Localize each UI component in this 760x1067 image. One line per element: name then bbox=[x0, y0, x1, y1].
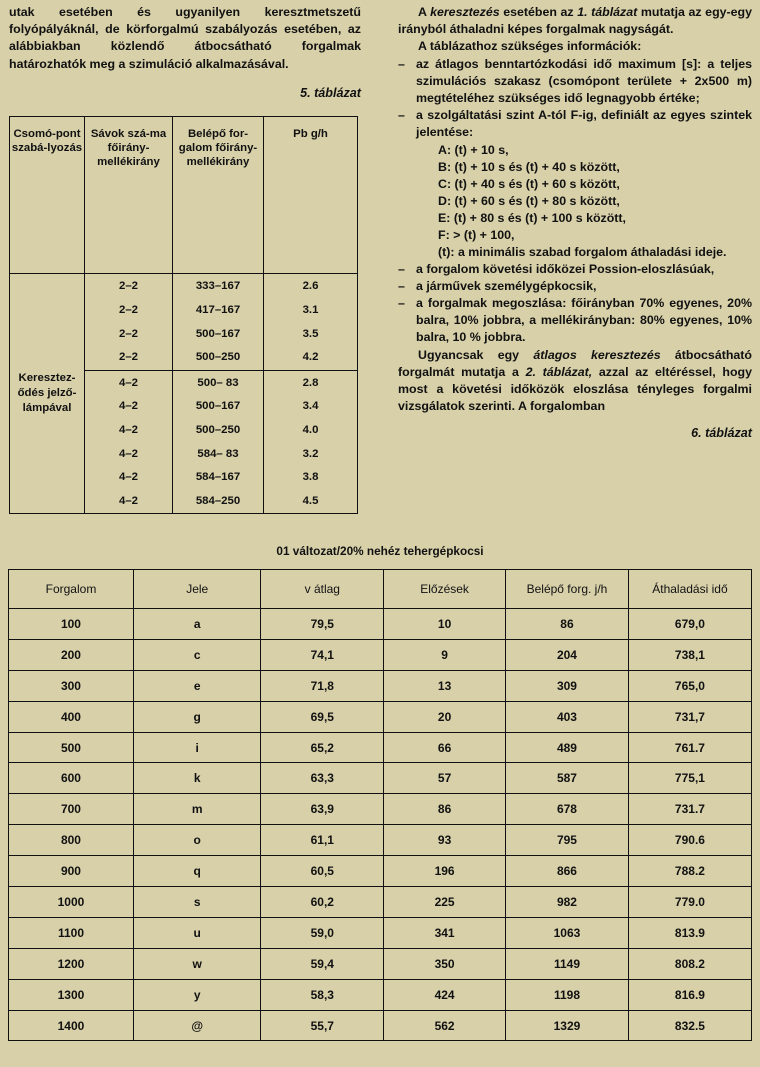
service-level-line: C: (t) + 40 s és (t) + 60 s között, bbox=[438, 176, 620, 191]
table-cell: 800 bbox=[9, 825, 134, 856]
table-cell: 790.6 bbox=[628, 825, 751, 856]
table-cell: 341 bbox=[384, 917, 506, 948]
table-cell: 20 bbox=[384, 701, 506, 732]
table-cell: 400 bbox=[9, 701, 134, 732]
table-row bbox=[9, 917, 752, 948]
right-column bbox=[398, 4, 752, 443]
table-cell: 500–167 bbox=[173, 395, 264, 419]
table-cell: 678 bbox=[506, 794, 629, 825]
table-cell: 2.6 bbox=[264, 274, 358, 299]
table-cell: 4–2 bbox=[85, 489, 173, 514]
table-cell: 57 bbox=[384, 763, 506, 794]
table-cell: e bbox=[133, 670, 261, 701]
table-cell: 63,3 bbox=[261, 763, 384, 794]
table-cell: 600 bbox=[9, 763, 134, 794]
table-cell: 63,9 bbox=[261, 794, 384, 825]
table-cell: 982 bbox=[506, 887, 629, 918]
table-row bbox=[9, 887, 752, 918]
t5-group-label: Keresztez-ődés jelző-lámpával bbox=[10, 274, 85, 514]
table-cell: @ bbox=[133, 1010, 261, 1041]
t6-header: Áthaladási idő bbox=[628, 570, 751, 609]
table-cell: 816.9 bbox=[628, 979, 751, 1010]
list-item: – a forgalom követési időközei Possion-eloszlásúak, bbox=[398, 261, 752, 278]
table-cell: 866 bbox=[506, 856, 629, 887]
table-cell: u bbox=[133, 917, 261, 948]
table-cell: 731.7 bbox=[628, 794, 751, 825]
table-cell: 65,2 bbox=[261, 732, 384, 763]
table-cell: a bbox=[133, 609, 261, 640]
table-cell: 700 bbox=[9, 794, 134, 825]
t6-header: Előzések bbox=[384, 570, 506, 609]
table-cell: 3.5 bbox=[264, 322, 358, 346]
table-cell: 300 bbox=[9, 670, 134, 701]
table-cell: 779.0 bbox=[628, 887, 751, 918]
table-cell: 225 bbox=[384, 887, 506, 918]
table-cell: 69,5 bbox=[261, 701, 384, 732]
table-cell: 2–2 bbox=[85, 274, 173, 299]
table-cell: 584– 83 bbox=[173, 442, 264, 466]
table-cell: 55,7 bbox=[261, 1010, 384, 1041]
table-cell: 500–250 bbox=[173, 418, 264, 442]
table-cell: m bbox=[133, 794, 261, 825]
table5-caption: 5. táblázat bbox=[300, 85, 361, 100]
table-cell: 417–167 bbox=[173, 298, 264, 322]
table-row bbox=[9, 948, 752, 979]
table-row bbox=[9, 639, 752, 670]
table-cell: 196 bbox=[384, 856, 506, 887]
table-cell: 4–2 bbox=[85, 418, 173, 442]
table-cell: 66 bbox=[384, 732, 506, 763]
t6-header: v átlag bbox=[261, 570, 384, 609]
table-cell: 738,1 bbox=[628, 639, 751, 670]
table-cell: 765,0 bbox=[628, 670, 751, 701]
t6-header: Jele bbox=[133, 570, 261, 609]
table-cell: y bbox=[133, 979, 261, 1010]
table-cell: 4.0 bbox=[264, 418, 358, 442]
table-cell: 3.8 bbox=[264, 465, 358, 489]
table-cell: o bbox=[133, 825, 261, 856]
table-cell: 86 bbox=[384, 794, 506, 825]
table-cell: 79,5 bbox=[261, 609, 384, 640]
list-item: – a forgalmak megoszlása: főirányban 70% egyenes, 20% balra, 10% jobbra, a mellékirányban: 80% egyenes, 10% balra, 10 % jobbra. bbox=[398, 295, 752, 347]
table-row bbox=[9, 979, 752, 1010]
table-cell: 808.2 bbox=[628, 948, 751, 979]
table-row bbox=[9, 825, 752, 856]
table-cell: 500 bbox=[9, 732, 134, 763]
table-cell: 584–250 bbox=[173, 489, 264, 514]
table-cell: 500–167 bbox=[173, 322, 264, 346]
table-cell: 1063 bbox=[506, 917, 629, 948]
table-cell: 424 bbox=[384, 979, 506, 1010]
list-item: – a szolgáltatási szint A-tól F-ig, definiált az egyes szintek jelentése: A: (t) + 10 s, B: (t) + 10 s és (t) + 40 s között, C: (t) + 40 s és (t) + 60 s között, D: (t) + 60 s és (t) + 80 s között, E: (t) + 80 s és (t) + 100 s között, F: > (t) + 100, (t): a minimális szabad forgalom áthaladási ideje. bbox=[398, 107, 752, 260]
table-row bbox=[9, 1010, 752, 1041]
table-cell: 731,7 bbox=[628, 701, 751, 732]
table-row bbox=[9, 701, 752, 732]
table-cell: 679,0 bbox=[628, 609, 751, 640]
table-cell: 3.1 bbox=[264, 298, 358, 322]
table-cell: 489 bbox=[506, 732, 629, 763]
table-cell: 775,1 bbox=[628, 763, 751, 794]
table-cell: 60,2 bbox=[261, 887, 384, 918]
right-paragraph-1: A keresztezés esetében az 1. táblázat mutatja az egy-egy irányból áthaladni képes forgalmak nagyságát. bbox=[398, 5, 753, 37]
right-paragraph-2: A táblázathoz szükséges információk: bbox=[418, 39, 642, 54]
table-cell: 93 bbox=[384, 825, 506, 856]
table-cell: 13 bbox=[384, 670, 506, 701]
table-cell: 795 bbox=[506, 825, 629, 856]
table6-title: 01 változat/20% nehéz tehergépkocsi bbox=[276, 544, 484, 558]
table-cell: 10 bbox=[384, 609, 506, 640]
table-cell: 813.9 bbox=[628, 917, 751, 948]
table-5 bbox=[9, 116, 358, 514]
t5-header: Sávok szá-ma főirány-mellékirány bbox=[85, 117, 173, 274]
service-level-line: B: (t) + 10 s és (t) + 40 s között, bbox=[438, 159, 620, 174]
table-cell: 59,0 bbox=[261, 917, 384, 948]
table-row bbox=[9, 856, 752, 887]
service-level-line: E: (t) + 80 s és (t) + 100 s között, bbox=[438, 210, 626, 225]
table-cell: 403 bbox=[506, 701, 629, 732]
table-cell: 74,1 bbox=[261, 639, 384, 670]
table-cell: 562 bbox=[384, 1010, 506, 1041]
table-cell: 761.7 bbox=[628, 732, 751, 763]
table-cell: 587 bbox=[506, 763, 629, 794]
table-cell: s bbox=[133, 887, 261, 918]
table-cell: 59,4 bbox=[261, 948, 384, 979]
table-cell: 333–167 bbox=[173, 274, 264, 299]
table-row bbox=[9, 732, 752, 763]
t5-header: Csomó-pont szabá-lyozás bbox=[10, 117, 85, 274]
table-cell: 204 bbox=[506, 639, 629, 670]
table-cell: 9 bbox=[384, 639, 506, 670]
table-cell: 900 bbox=[9, 856, 134, 887]
table-cell: 60,5 bbox=[261, 856, 384, 887]
table-cell: 61,1 bbox=[261, 825, 384, 856]
table-cell: 1149 bbox=[506, 948, 629, 979]
table-cell: i bbox=[133, 732, 261, 763]
table-cell: 4–2 bbox=[85, 395, 173, 419]
table-cell: 1198 bbox=[506, 979, 629, 1010]
service-level-line: D: (t) + 60 s és (t) + 80 s között, bbox=[438, 193, 620, 208]
table-cell: 4–2 bbox=[85, 442, 173, 466]
table-row bbox=[9, 794, 752, 825]
t6-header: Forgalom bbox=[9, 570, 134, 609]
table-cell: 309 bbox=[506, 670, 629, 701]
service-level-line: A: (t) + 10 s, bbox=[438, 142, 509, 157]
table-cell: 3.4 bbox=[264, 395, 358, 419]
service-level-line: (t): a minimális szabad forgalom áthaladási ideje. bbox=[438, 244, 727, 259]
table-cell: 3.2 bbox=[264, 442, 358, 466]
table-cell: 500– 83 bbox=[173, 370, 264, 395]
t6-header: Belépő forg. j/h bbox=[506, 570, 629, 609]
list-item: – a járművek személygépkocsik, bbox=[398, 278, 752, 295]
table-cell: 100 bbox=[9, 609, 134, 640]
table-cell: 1400 bbox=[9, 1010, 134, 1041]
table-row bbox=[9, 763, 752, 794]
table-cell: 2–2 bbox=[85, 298, 173, 322]
left-paragraph: utak esetében és ugyanilyen keresztmetszetű folyópályáknál, de körforgalmú szabályozás esetében, az alábbiakban közlendő átbocsátható forgalmak határozhatók meg a szimuláció alkalmazásával. bbox=[9, 5, 361, 71]
table-cell: 350 bbox=[384, 948, 506, 979]
right-paragraph-3: Ugyancsak egy átlagos keresztezés átbocsátható forgalmát mutatja a 2. táblázat, azzal az eltéréssel, hogy most a követési időközök eloszlása tényleges forgalmi vizsgálatok szerinti. A forgalomban bbox=[398, 347, 753, 414]
table-cell: 86 bbox=[506, 609, 629, 640]
table-cell: 788.2 bbox=[628, 856, 751, 887]
table-cell: g bbox=[133, 701, 261, 732]
table-cell: 2.8 bbox=[264, 370, 358, 395]
table6-caption: 6. táblázat bbox=[691, 426, 752, 441]
table-cell: 584–167 bbox=[173, 465, 264, 489]
info-list bbox=[398, 56, 752, 347]
table-cell: 4.2 bbox=[264, 345, 358, 370]
t5-header: Belépő for-galom főirány-mellékirány bbox=[173, 117, 264, 274]
table-cell: 1329 bbox=[506, 1010, 629, 1041]
table-cell: 1100 bbox=[9, 917, 134, 948]
service-level-line: F: > (t) + 100, bbox=[438, 227, 515, 242]
left-column bbox=[9, 4, 361, 102]
table-cell: 500–250 bbox=[173, 345, 264, 370]
table-cell: 200 bbox=[9, 639, 134, 670]
t5-header: Pb g/h bbox=[264, 117, 358, 274]
table-cell: w bbox=[133, 948, 261, 979]
table-cell: 58,3 bbox=[261, 979, 384, 1010]
table-cell: q bbox=[133, 856, 261, 887]
table-cell: 1300 bbox=[9, 979, 134, 1010]
table-row bbox=[10, 274, 358, 299]
table-cell: 1000 bbox=[9, 887, 134, 918]
table-cell: 4.5 bbox=[264, 489, 358, 514]
table-cell: c bbox=[133, 639, 261, 670]
service-levels bbox=[416, 142, 752, 261]
list-item: – az átlagos benntartózkodási idő maximum [s]: a teljes szimulációs szakasz (csomópont területe + 2x500 m) megtételéhez szükséges idő legnagyobb értéke; bbox=[398, 56, 752, 108]
table-cell: k bbox=[133, 763, 261, 794]
table-cell: 4–2 bbox=[85, 370, 173, 395]
table-6 bbox=[8, 569, 752, 1041]
table-cell: 1200 bbox=[9, 948, 134, 979]
table-cell: 71,8 bbox=[261, 670, 384, 701]
table-row bbox=[9, 670, 752, 701]
table-cell: 832.5 bbox=[628, 1010, 751, 1041]
table-row bbox=[9, 609, 752, 640]
table-cell: 2–2 bbox=[85, 322, 173, 346]
table-cell: 2–2 bbox=[85, 345, 173, 370]
table-cell: 4–2 bbox=[85, 465, 173, 489]
